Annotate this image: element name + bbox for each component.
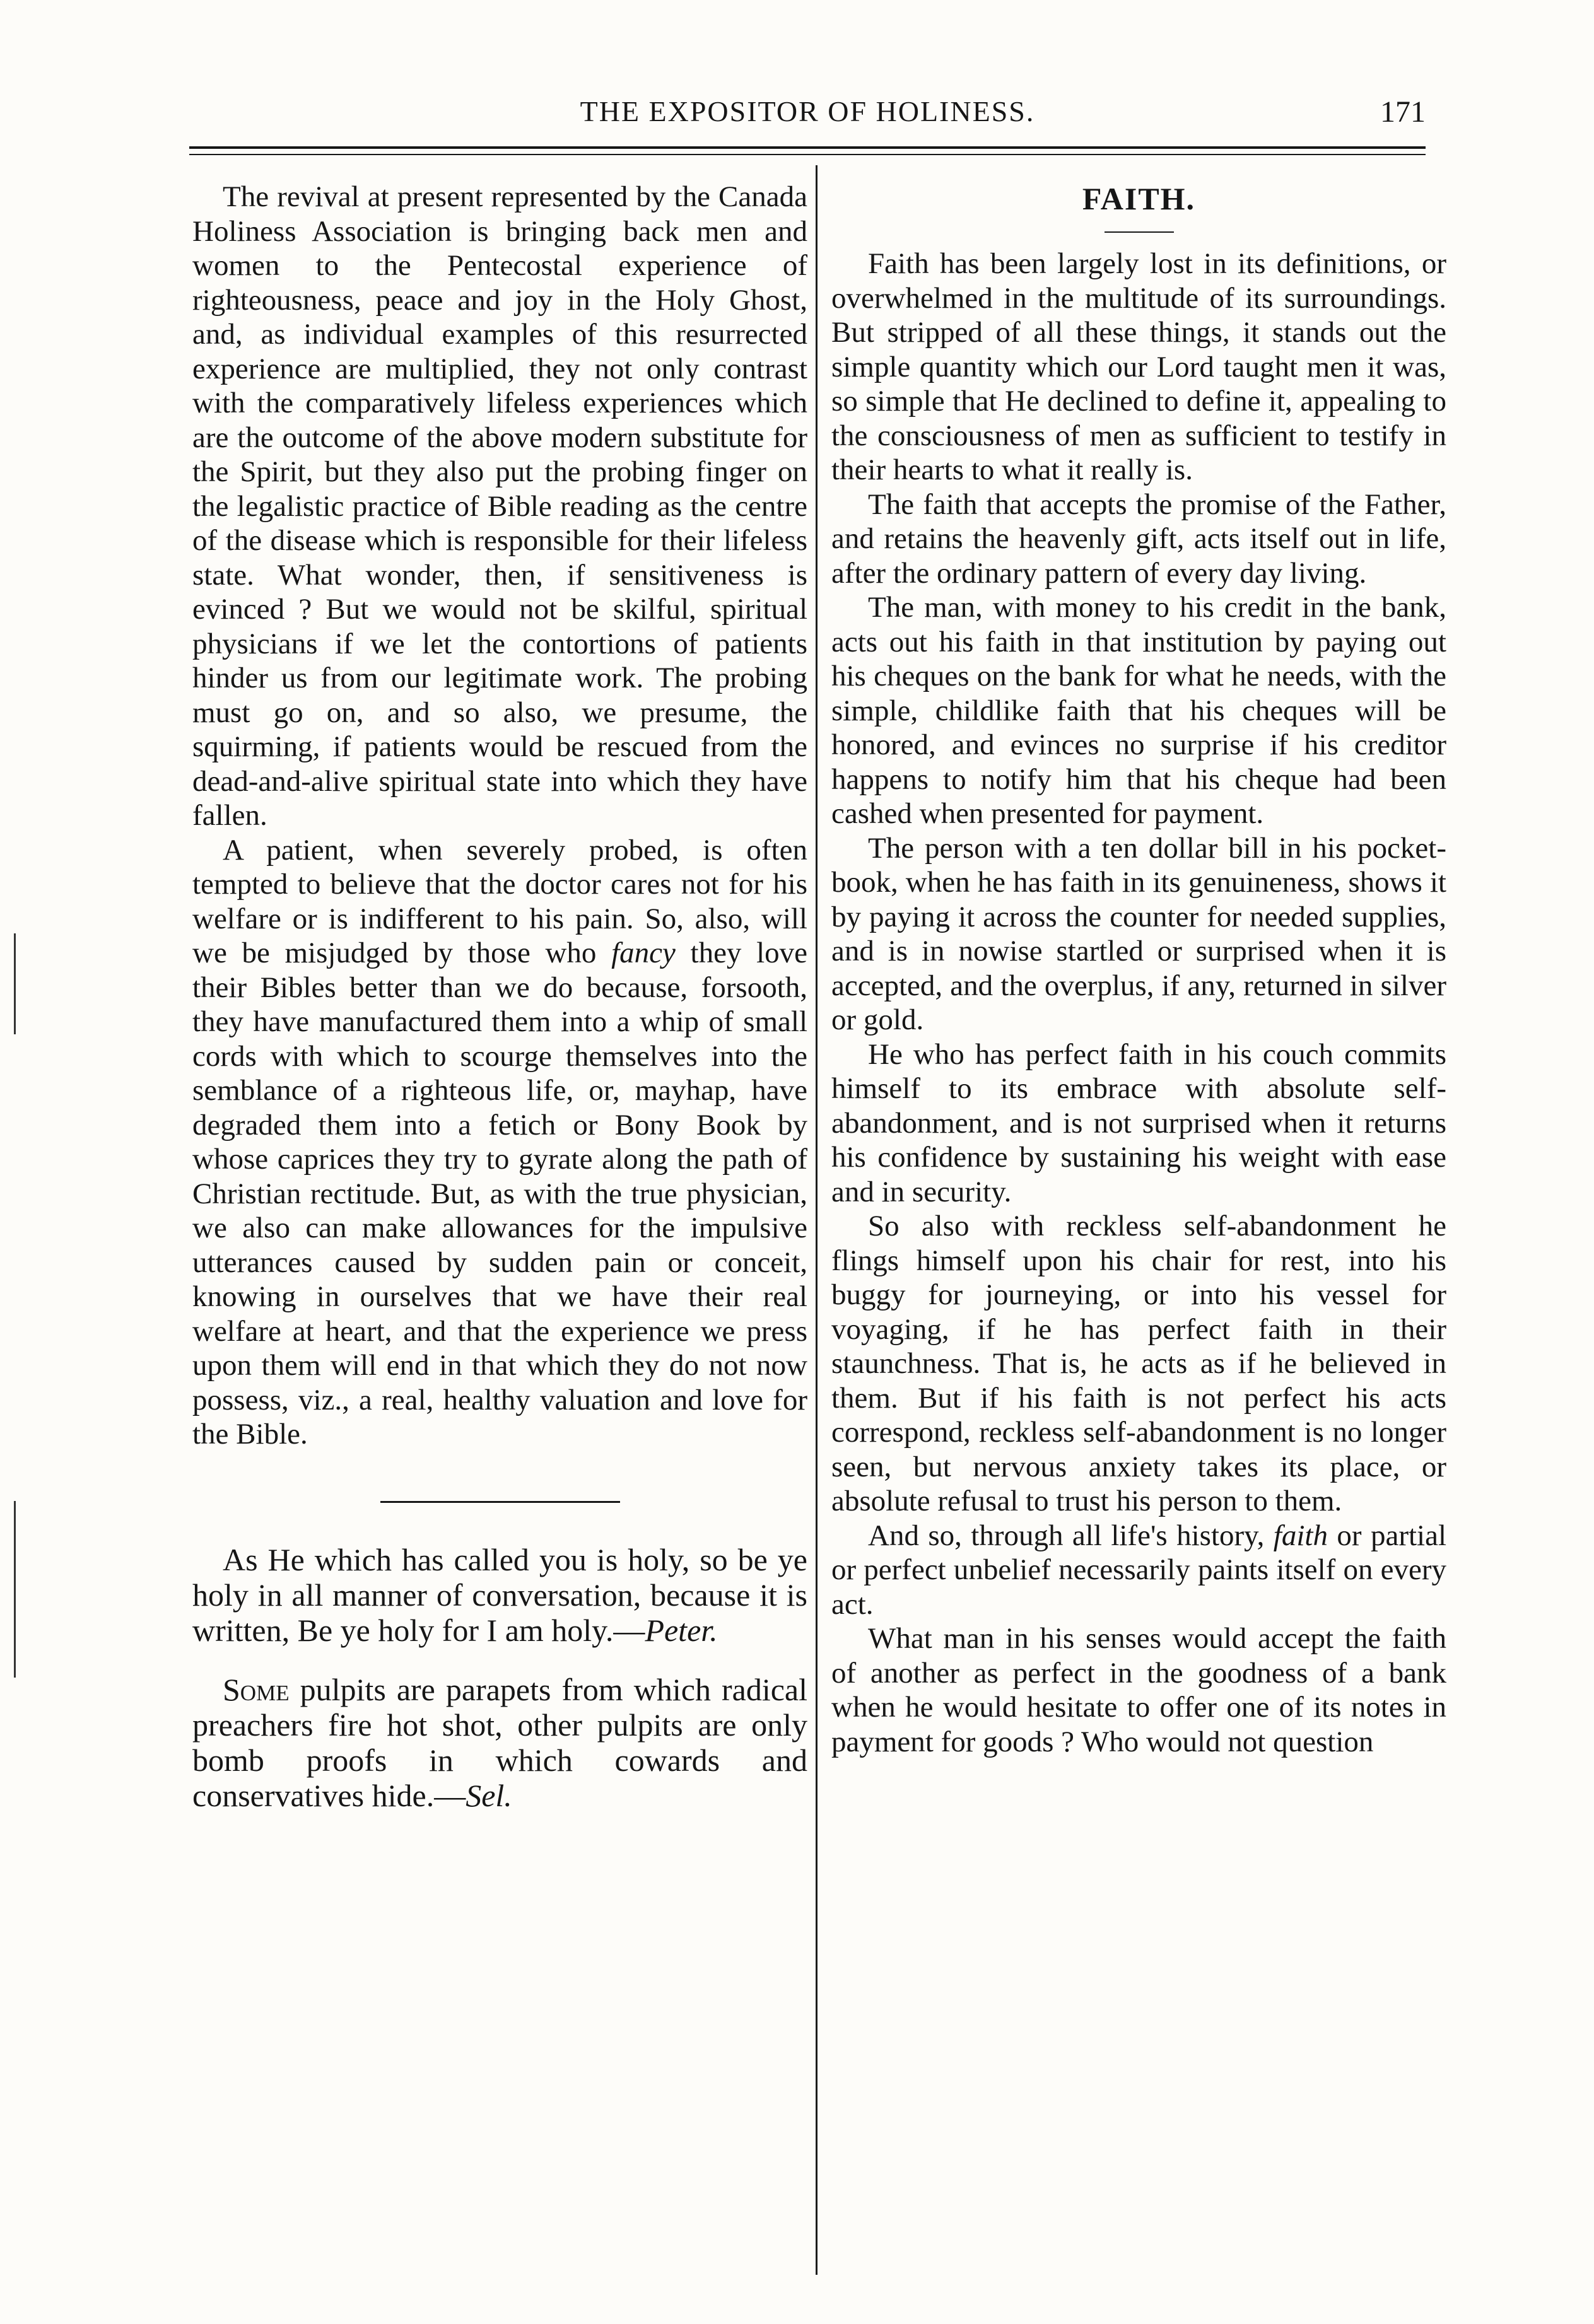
scripture-quote	[192, 1542, 807, 1648]
paragraph	[192, 833, 807, 1452]
left-column	[192, 180, 807, 1813]
title-rule	[1105, 231, 1174, 233]
note-lead: Some	[223, 1671, 290, 1707]
paragraph: The faith that accepts the promise of the Father, and retains the heavenly gift, acts itself out in life, after the ordinary pattern of every day living.	[831, 488, 1446, 590]
margin-mark	[14, 1501, 16, 1678]
running-head	[189, 95, 1426, 139]
paragraph-text: And so, through all life's history,	[868, 1519, 1274, 1552]
note-source: Sel.	[466, 1777, 512, 1813]
column-divider	[816, 165, 818, 2275]
paragraph: The person with a ten dollar bill in his pocket-book, when he has faith in its genuineness, shows it by paying it across the counter for needed supplies, and is in nowise startled or surprised when it is accepted, and the overplus, if any, returned in silver or gold.	[831, 831, 1446, 1036]
paragraph-text: or partial or perfect unbelief necessarily paints itself on every act.	[831, 1519, 1447, 1621]
paragraph	[831, 1519, 1446, 1622]
emphasis: fancy	[611, 937, 676, 969]
paragraph-text: they love their Bibles better than we do because, forsooth, they have manufactured them into a whip of small cords with which to scourge themselves into the semblance of a righteous life, or, mayhap, have degraded them into a fetich or Bony Book by whose caprices they try to gyrate along the path of Christian rectitude. But, as with the true physician, we also can make allowances for the impulsive utterances caused by sudden pain or conceit, knowing in ourselves that we have their real welfare at heart, and that the experience we press upon them will end in that which they do not now possess, viz., a real, healthy valuation and love for the Bible.	[192, 937, 808, 1451]
note-text: pulpits are parapets from which radical preachers fire hot shot, other pulpits are only bomb proofs in which cowards and conservatives hide.—	[192, 1671, 807, 1813]
page-number: 171	[1380, 95, 1426, 129]
paragraph: What man in his senses would accept the faith of another as perfect in the goodness of a bank when he would hesitate to offer one of its notes in payment for goods ? Who would not question	[831, 1622, 1446, 1758]
paragraph: Faith has been largely lost in its definitions, or overwhelmed in the multitude of its surroundings. But stripped of all these things, it stands out the simple quantity which our Lord taught men it was, so simple that He declined to define it, appealing to the consciousness of men as sufficient to testify in their hearts to what it really is.	[831, 247, 1446, 486]
paragraph: The man, with money to his credit in the bank, acts out his faith in that institution by paying out his cheques on the bank for what he needs, with the simple, childlike faith that his cheques will be honored, and evinces no surprise if his creditor happens to notify him that his cheque had been cashed when presented for payment.	[831, 591, 1446, 830]
emphasis: faith	[1273, 1519, 1328, 1552]
section-divider	[380, 1501, 620, 1503]
right-column	[831, 180, 1446, 1759]
quote-source: Peter.	[645, 1612, 718, 1648]
header-rule-thin	[189, 154, 1426, 155]
paragraph: The revival at present represented by the Canada Holiness Association is bringing back men and women to the Pentecostal experience of righteousness, peace and joy in the Holy Ghost, and, as individual examples of this resurrected experience are multiplied, they not only contrast with the comparatively lifeless experiences which are the outcome of the above modern substitute for the Spirit, but they also put the probing finger on the legalistic practice of Bible reading as the centre of the disease which is responsible for their lifeless state. What wonder, then, if sensitiveness is evinced ? But we would not be skilful, spiritual physicians if we let the contortions of patients hinder us from our legitimate work. The probing must go on, and so also, we presume, the squirming, if patients would be rescued from the dead-and-alive spiritual state into which they have fallen.	[192, 180, 807, 832]
paragraph: He who has perfect faith in his couch commits himself to its embrace with absolute self-abandonment, and is not surprised when it returns his confidence by sustaining his weight with ease and in security.	[831, 1037, 1446, 1208]
running-title: THE EXPOSITOR OF HOLINESS.	[580, 95, 1035, 127]
header-rule-thick	[189, 146, 1426, 149]
article-title: FAITH.	[1082, 181, 1196, 216]
paragraph-text: A patient, when severely probed, is often tempted to believe that the doctor cares not for his welfare or is indifferent to his pain. So, also, will we be misjudged by those who	[192, 833, 807, 969]
paragraph: So also with reckless self-abandonment he flings himself upon his chair for rest, into his buggy for journeying, or into his vessel for voyaging, if he has perfect faith in their staunchness. That is, he acts as if he believed in them. But if his faith is not perfect his acts correspond, reckless self-abandonment is no longer seen, but nervous anxiety takes its place, or absolute refusal to trust his person to them.	[831, 1210, 1446, 1517]
quote-text: As He which has called you is holy, so be ye holy in all manner of conversation, because it is written, Be ye holy for I am holy.—	[192, 1541, 807, 1648]
note-paragraph	[192, 1672, 807, 1813]
margin-mark	[14, 933, 16, 1034]
